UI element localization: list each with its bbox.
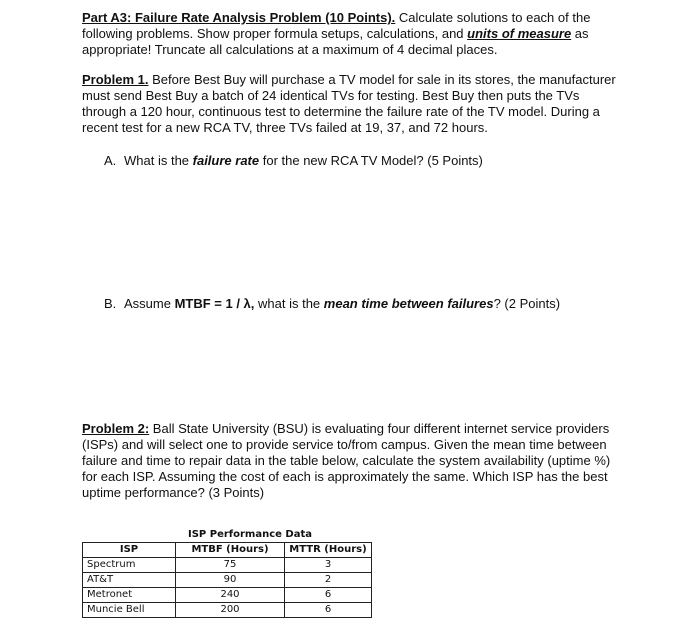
part-heading: Part A3: Failure Rate Analysis Problem (10 Points).	[82, 10, 396, 25]
mtbf-value: 240	[176, 588, 285, 603]
header-mtbf: MTBF (Hours)	[176, 543, 285, 558]
problem2-label: Problem 2:	[82, 421, 150, 436]
table-caption: ISP Performance Data	[188, 529, 312, 540]
mtbf-value: 90	[176, 573, 285, 588]
mttr-value: 3	[285, 558, 372, 573]
isp-name: Spectrum	[83, 558, 176, 573]
problem2-statement	[82, 421, 622, 501]
question-a	[104, 153, 624, 169]
question-b-mid: what is the	[254, 296, 324, 311]
mttr-value: 6	[285, 588, 372, 603]
question-a-pre: What is the	[124, 153, 193, 168]
problem1-statement	[82, 72, 622, 136]
question-b-pre: Assume	[124, 296, 175, 311]
table-row	[83, 573, 372, 588]
problem2-text: Ball State University (BSU) is evaluating four different internet service providers (ISPs) and will select one to provide service to/from campus. Given the mean time between failure and time to repair data in the table below, calculate the system availability (uptime %) for each ISP. Assuming the cost of each is approximately the same. Which ISP has the best uptime performance? (3 Points)	[82, 421, 611, 500]
mttr-value: 6	[285, 603, 372, 618]
isp-performance-table	[82, 528, 372, 618]
mtbf-formula: MTBF = 1 / λ,	[174, 296, 255, 311]
mttr-value: 2	[285, 573, 372, 588]
mtbf-value: 200	[176, 603, 285, 618]
question-b-letter: B.	[104, 296, 117, 311]
isp-name: AT&T	[83, 573, 176, 588]
intro-text-1: Calculate solutions to each of the following problems. Show proper formula setups, calculations, and	[82, 10, 591, 41]
header-mttr: MTTR (Hours)	[285, 543, 372, 558]
part-intro	[82, 10, 622, 58]
question-a-post: for the new RCA TV Model? (5 Points)	[259, 153, 483, 168]
question-b-term: mean time between failures	[323, 296, 494, 311]
table-row	[83, 588, 372, 603]
isp-name: Metronet	[83, 588, 176, 603]
table-row	[83, 603, 372, 618]
question-b	[104, 296, 624, 312]
problem1-text: Before Best Buy will purchase a TV model for sale in its stores, the manufacturer must send Best Buy a batch of 24 identical TVs for testing. Best Buy then puts the TVs through a 120 hour, continuous test to determine the failure rate of the TV model. During a recent test for a new RCA TV, three TVs failed at 19, 37, and 72 hours.	[82, 72, 616, 135]
table-row	[83, 558, 372, 573]
question-a-term: failure rate	[192, 153, 260, 168]
problem1-label: Problem 1.	[82, 72, 149, 87]
isp-name: Muncie Bell	[83, 603, 176, 618]
mtbf-value: 75	[176, 558, 285, 573]
header-isp: ISP	[83, 543, 176, 558]
question-a-letter: A.	[104, 153, 117, 168]
units-term: units of measure	[467, 26, 572, 41]
intro-text-2: as appropriate! Truncate all calculations at a maximum of 4 decimal places.	[82, 26, 589, 57]
question-b-post: ? (2 Points)	[493, 296, 561, 311]
